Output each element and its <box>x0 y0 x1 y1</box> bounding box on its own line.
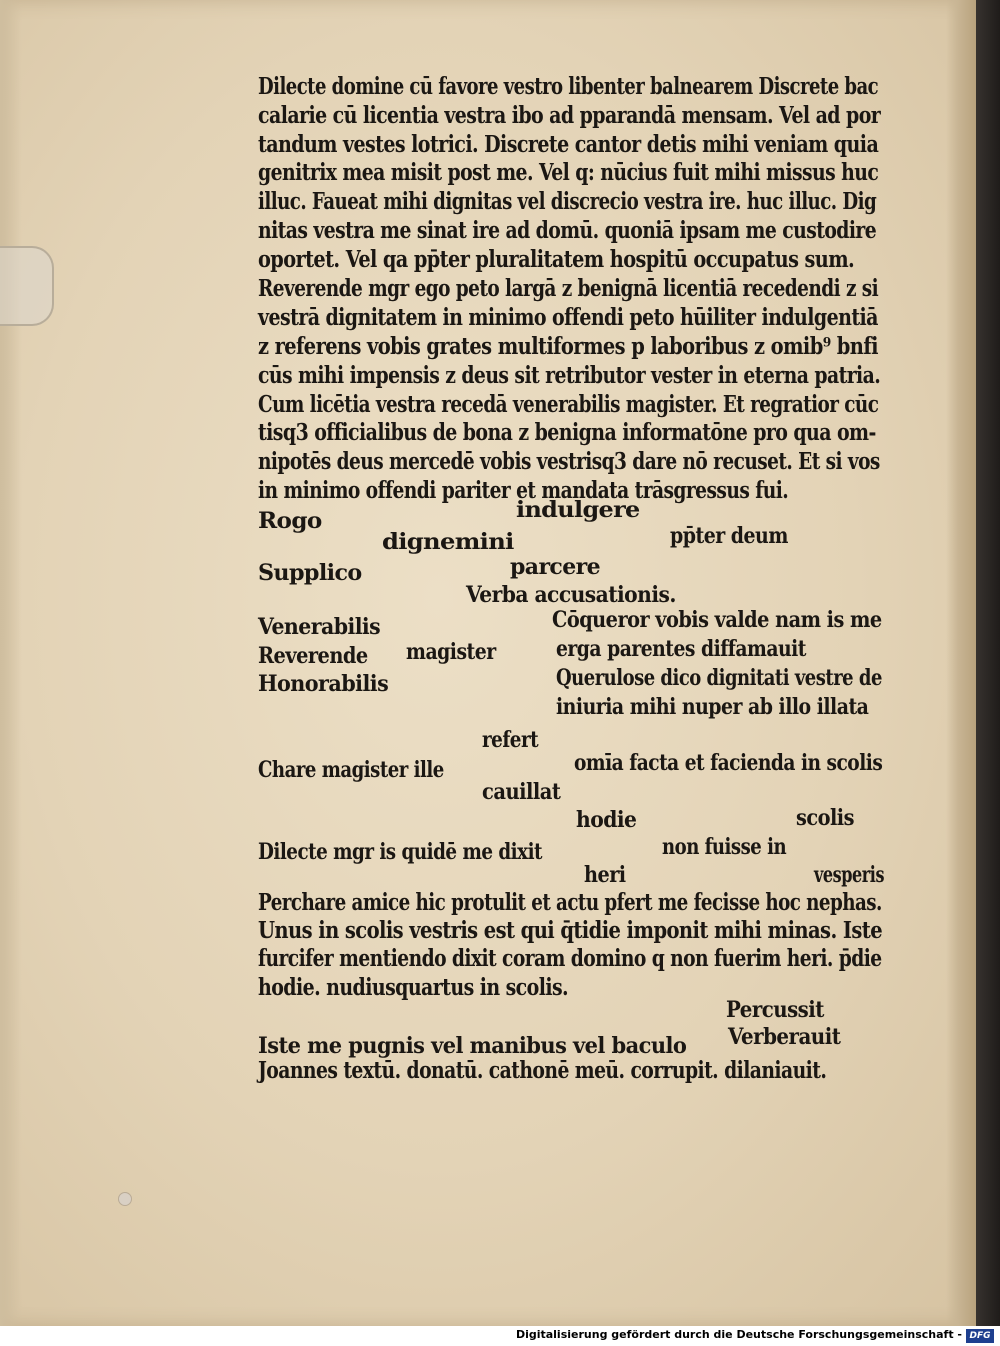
page-edge <box>946 0 976 1326</box>
text-word: parcere <box>510 554 601 580</box>
funding-credit: Digitalisierung gefördert durch die Deutsche Forschungsgemeinschaft - <box>515 1328 962 1341</box>
text-line: Dilecte domine cū favore vestro libenter balnearem Discrete bac <box>258 73 879 100</box>
text-line: Querulose dico dignitati vestre de <box>556 665 882 691</box>
text-line: Joannes textū. donatū. cathonē meū. corrupit. dilaniauit. <box>258 1057 827 1084</box>
text-word: Reverende <box>258 643 368 669</box>
text-line: oportet. Vel qa pp̄ter pluralitatem hospitū occupatus sum. <box>258 246 855 273</box>
text-line: Cōqueror vobis valde nam is me <box>552 607 882 633</box>
text-line: omīa facta et facienda in scolis <box>574 750 883 776</box>
text-line: cūs mihi impensis z deus sit retributor vester in eterna patria. <box>258 362 881 389</box>
text-line: Cum licētia vestra recedā venerabilis magister. Et regratior cūc <box>258 391 879 418</box>
text-line: furcifer mentiendo dixit coram domino q non fuerim heri. p̄die <box>258 945 882 972</box>
text-word: dignemini <box>382 529 514 555</box>
text-line: Dilecte mgr is quidē me dixit <box>258 839 542 865</box>
text-word: vesperis <box>814 862 885 888</box>
text-word: refert <box>482 727 539 753</box>
text-line: tandum vestes lotrici. Discrete cantor detis mihi veniam quia <box>258 131 879 158</box>
text-word: indulgere <box>516 497 640 523</box>
dfg-logo: DFG <box>966 1329 994 1343</box>
text-line: Iste me pugnis vel manibus vel baculo <box>258 1033 687 1059</box>
text-word: Venerabilis <box>258 614 381 640</box>
text-word: magister <box>406 639 496 665</box>
text-word: heri <box>584 862 626 888</box>
text-line: Reverende mgr ego peto largā z benignā licentiā recedendi z si <box>258 275 879 302</box>
text-word: pp̄ter deum <box>670 523 788 549</box>
text-word: Supplico <box>258 560 362 586</box>
background-surround <box>972 0 1000 1346</box>
text-line: z referens vobis grates multiformes p laboribus z omib⁹ bnfi <box>258 333 878 360</box>
page-gutter-shadow <box>0 0 22 1326</box>
paper-hole <box>118 1192 132 1206</box>
text-line: erga parentes diffamauit <box>556 636 806 662</box>
text-line: Chare magister ille <box>258 757 444 783</box>
text-line: hodie. nudiusquartus in scolis. <box>258 974 569 1001</box>
text-line: vestrā dignitatem in minimo offendi peto hūiliter indulgentiā <box>258 304 878 331</box>
text-line: iniuria mihi nuper ab illo illata <box>556 694 869 720</box>
text-word: Honorabilis <box>258 671 389 697</box>
text-word: Rogo <box>258 508 322 534</box>
text-line: Unus in scolis vestris est qui q̄tidie imponit mihi minas. Iste <box>258 917 883 944</box>
text-word: scolis <box>796 805 854 831</box>
text-line: tisq3 officialibus de bona z benigna informatōne pro qua om- <box>258 419 876 446</box>
clip-tab <box>0 246 54 326</box>
text-line: in minimo offendi pariter et mandata trāsgressus fui. <box>258 477 789 504</box>
text-word: cauillat <box>482 779 561 805</box>
text-word: Verberauit <box>728 1024 841 1050</box>
text-line: illuc. Faueat mihi dignitas vel discrecio vestra ire. huc illuc. Dig <box>258 188 877 215</box>
text-heading: Verba accusationis. <box>466 582 676 608</box>
text-line: nipotēs deus mercedē vobis vestrisq3 dare nō recuset. Et si vos <box>258 448 880 475</box>
text-line: Perchare amice hic protulit et actu pfert me fecisse hoc nephas. <box>258 889 882 916</box>
text-word: Percussit <box>726 997 824 1023</box>
text-line: genitrix mea misit post me. Vel q: nūcius fuit mihi missus huc <box>258 159 879 186</box>
text-word: hodie <box>576 807 637 833</box>
text-line: non fuisse in <box>662 834 787 860</box>
text-line: calarie cū licentia vestra ibo ad pparandā mensam. Vel ad por <box>258 102 881 129</box>
text-line: nitas vestra me sinat ire ad domū. quoniā ipsam me custodire <box>258 217 877 244</box>
